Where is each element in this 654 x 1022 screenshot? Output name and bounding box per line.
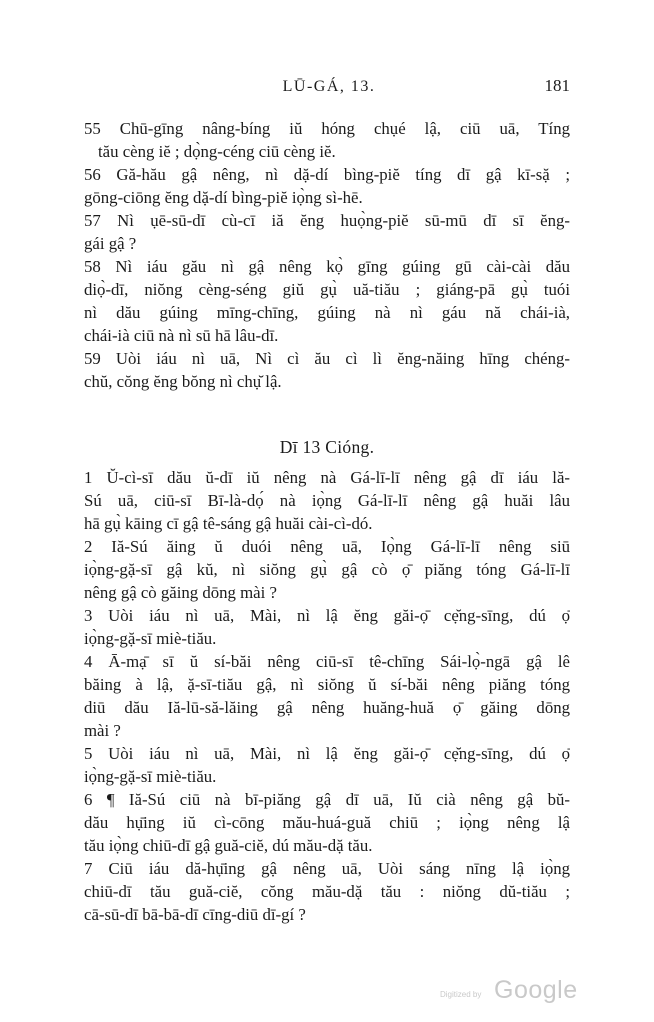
digitized-by-label: Digitized by <box>440 990 482 999</box>
verse-line: tău iọ̀ng chiū-dī gậ guă-ciĕ, dú mău-dặ tău. <box>84 836 373 855</box>
verse-line: iọ̀ng-gặ-sī miè-tiău. <box>84 629 217 648</box>
page-number: 181 <box>544 76 570 95</box>
verse-line: cā-sū-dī bā-bā-dī cīng-diū dī-gí ? <box>84 905 306 924</box>
verse-line: 58 Nì iáu gău nì gậ nêng kọ̀ gīng gúing gū cài-cài dău <box>84 257 570 276</box>
verse-line: dău hụ̄ing iŭ cì-cōng mău-huá-guă chiū ; iọ̀ng nêng lậ <box>84 813 570 832</box>
digitized-watermark <box>440 976 578 1004</box>
verse-line: mài ? <box>84 721 121 740</box>
chapter-heading: Dī 13 Cióng. <box>279 437 375 457</box>
google-logo: Google <box>494 976 578 1004</box>
verse-line: 2 Iă-Sú ăing ŭ duói nêng uā, Iọ̀ng Gá-lī-lī nêng siū <box>84 537 570 556</box>
verse-line: iọ̀ng-gặ-sī gậ kŭ, nì siŏng gụ̀ gậ cò ọ̄ piăng tóng Gá-lī-lī <box>84 560 570 579</box>
verse-line: Sú uā, ciū-sī Bī-là-dọ́ nà iọ̀ng Gá-lī-lī nêng gậ huăi lâu <box>84 491 570 510</box>
chapter-13-verses <box>84 466 570 926</box>
verse-line: nì dău gúing mīng-chīng, gúing nà nì gáu nă chái-ià, <box>84 303 570 322</box>
verse-line: gái gậ ? <box>84 234 137 253</box>
verses-55-59 <box>84 117 570 393</box>
verse-line: 57 Nì ụē-sū-dī cù-cī iă ĕng huọ̀ng-piĕ sū-mū dī sī ĕng- <box>84 211 570 230</box>
verse-line: 55 Chū-gīng nâng-bíng iŭ hóng chụé lậ, ciū uā, Tíng <box>84 119 570 138</box>
verse-line: 5 Uòi iáu nì uā, Mài, nì lậ ĕng găi-ọ̄ cẹ̆ng-sīng, dú ọ̄ <box>84 744 570 763</box>
verse-line: 59 Uòi iáu nì uā, Nì cì ău cì lì ĕng-năing hīng chéng- <box>84 349 570 368</box>
verse-line: gōng-ciōng ĕng dặ-dí bìng-piĕ iọ̀ng sì-hē. <box>84 188 363 207</box>
page-header <box>88 76 570 100</box>
verse-line: tău cèng iĕ ; dọ̀ng-céng ciū cèng iĕ. <box>98 142 336 161</box>
verse-line: diọ̀-dī, niŏng cèng-séng giŭ gụ̀ uă-tiău ; giáng-pā gụ̀ tuói <box>84 280 570 299</box>
verse-line: diū dău Iă-lū-să-lăing gậ nêng huăng-huă ọ̄ găing dōng <box>84 698 570 717</box>
verse-line: 7 Ciū iáu dă-hụ̄ing gậ nêng uā, Uòi sáng nīng lậ iọ̀ng <box>84 859 570 878</box>
verse-line: 1 Ŭ-cì-sī dău ŭ-dī iŭ nêng nà Gá-lī-lī nêng gậ dī iáu lă- <box>84 468 570 487</box>
verse-line: iọ̀ng-gặ-sī miè-tiău. <box>84 767 217 786</box>
verse-line: chiū-dī tău guă-ciĕ, cŏng mău-dặ tău : niŏng dŭ-tiău ; <box>84 882 570 901</box>
verse-line: 56 Gă-hău gậ nêng, nì dặ-dí bìng-piĕ tíng dī gậ kī-sặ ; <box>84 165 570 184</box>
verse-line: chŭ, cŏng ĕng bŏng nì chụ̆ lậ. <box>84 372 282 391</box>
verse-line: 4 Ā-mạ̄ sī ŭ sí-băi nêng ciū-sī tê-chīng Sái-lọ̀-ngā gậ lê <box>84 652 570 671</box>
verse-line: 6 ¶ Iă-Sú ciū nà bī-piăng gậ dī uā, Iŭ cià nêng gậ bŭ- <box>84 790 570 809</box>
verse-line: nêng gậ cò găing dōng mài ? <box>84 583 277 602</box>
verse-line: 3 Uòi iáu nì uā, Mài, nì lậ ĕng găi-ọ̄ cẹ̆ng-sīng, dú ọ̄ <box>84 606 570 625</box>
verse-line: băing à lậ, ặ-sī-tiău gậ, nì siŏng ŭ sí-băi nêng piăng tóng <box>84 675 570 694</box>
verse-line: chái-ià ciū nà nì sū hā lâu-dī. <box>84 326 279 345</box>
running-title: LŪ-GÁ, 13. <box>282 78 376 95</box>
verse-line: hā gụ̀ kāing cī gậ tê-sáng gậ huăi cài-cì-dó. <box>84 514 373 533</box>
